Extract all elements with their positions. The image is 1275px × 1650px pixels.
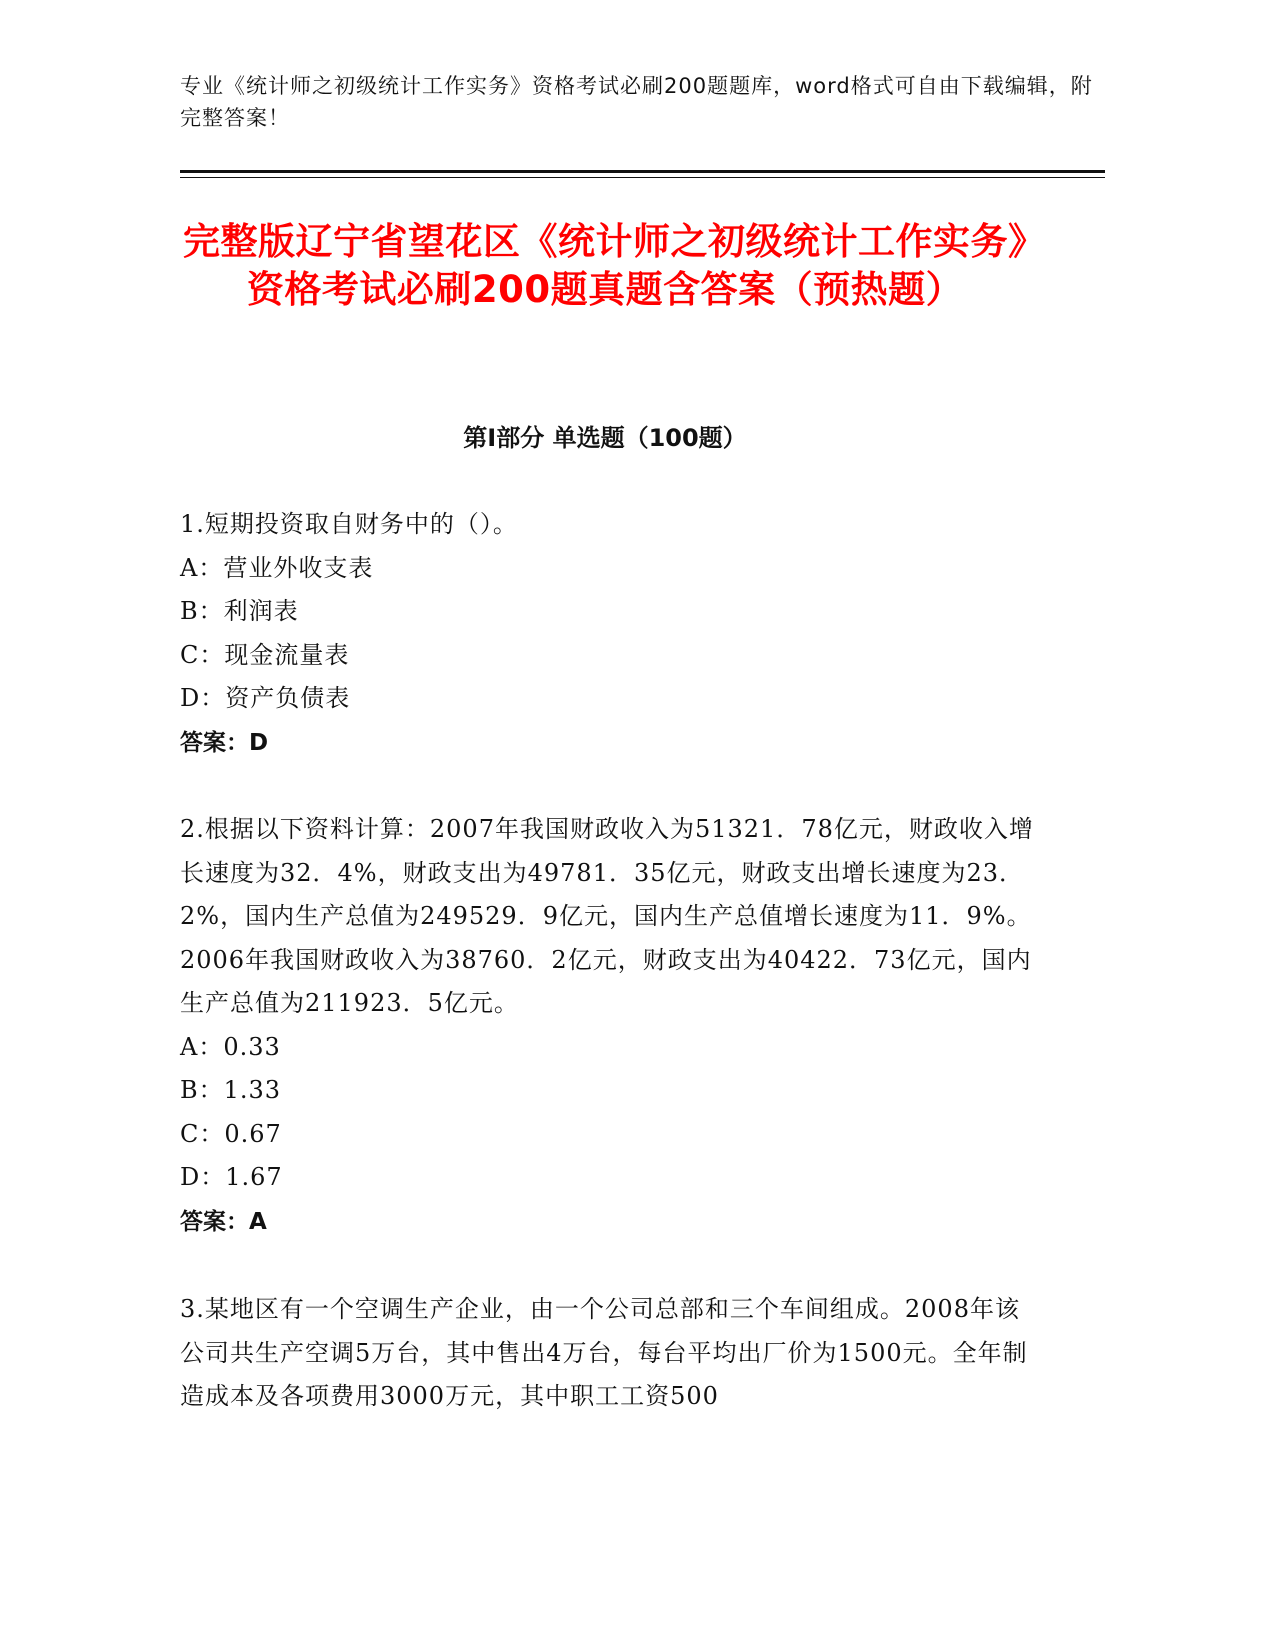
header-note: 专业《统计师之初级统计工作实务》资格考试必刷200题题库，word格式可自由下载编辑，附完整答案！	[180, 74, 1093, 130]
option-a: A：0.33	[180, 1032, 281, 1061]
header-divider-thin	[180, 177, 1105, 178]
header-divider-thick	[180, 170, 1105, 173]
option-b: B：利润表	[180, 597, 299, 625]
document-title: 完整版辽宁省望花区《统计师之初级统计工作实务》资格考试必刷200题真题含答案（预热题）	[183, 220, 1027, 311]
option-c: C：现金流量表	[180, 640, 350, 669]
option-b: B：1.33	[180, 1076, 282, 1104]
option-c: C：0.67	[180, 1119, 282, 1148]
question-2	[180, 808, 1035, 1244]
answer: 答案：A	[180, 1208, 267, 1235]
question-3	[180, 1288, 1035, 1419]
answer: 答案：D	[180, 729, 269, 756]
question-text: 2.根据以下资料计算：2007年我国财政收入为51321．78亿元，财政收入增长速度为32．4%，财政支出为49781．35亿元，财政支出增长速度为23．2%，国内生产总值为249529．9亿元，国内生产总值增长速度为11．9%。2006年我国财政收入为38760．2亿元，财政支出为40422．73亿元，国内生产总值为211923．5亿元。	[180, 815, 1034, 1017]
option-d: D：资产负债表	[180, 684, 351, 712]
option-a: A：营业外收支表	[180, 553, 374, 582]
section-heading: 第Ⅰ部分 单选题（100题）	[463, 424, 747, 452]
option-d: D：1.67	[180, 1163, 283, 1191]
question-text: 1.短期投资取自财务中的（）。	[180, 510, 518, 538]
question-text: 3.某地区有一个空调生产企业，由一个公司总部和三个车间组成。2008年该公司共生产空调5万台，其中售出4万台，每台平均出厂价为1500元。全年制造成本及各项费用3000万元，其中职工工资500	[180, 1295, 1028, 1410]
question-1	[180, 503, 1035, 765]
